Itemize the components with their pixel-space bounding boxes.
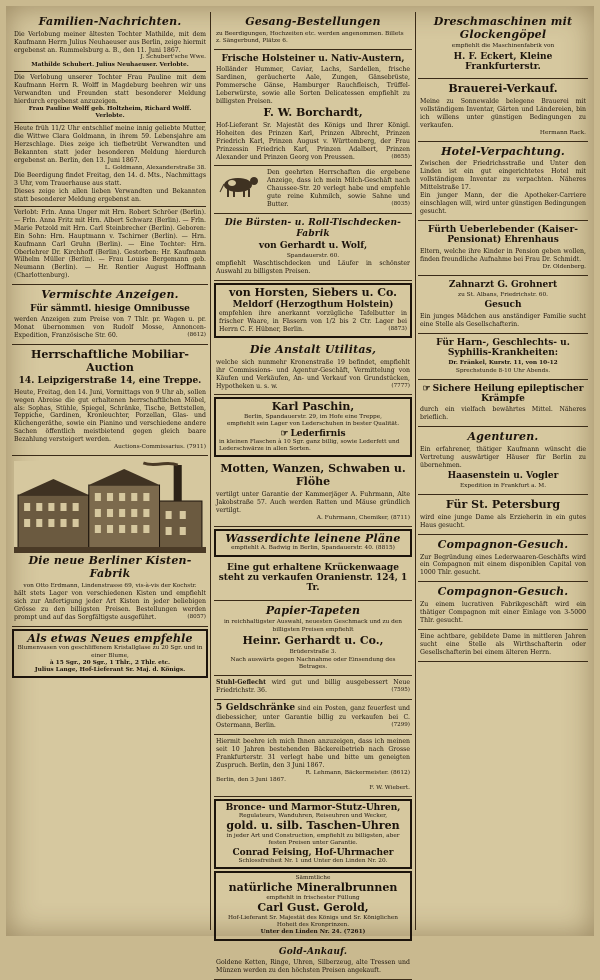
petersburg-ad bbox=[418, 495, 588, 535]
ad-price: à 15 Sgr., 20 Sgr., 1 Thlr., 2 Thlr. etc. bbox=[49, 659, 171, 666]
ad-header: Zahnarzt G. Grohnert bbox=[448, 279, 558, 290]
ad-header: Brauerei-Verkauf. bbox=[448, 82, 558, 96]
newspaper-page bbox=[6, 6, 594, 974]
ad-text: wird eine junge Dame als Erzieherin in ein gutes Haus gesucht. bbox=[420, 514, 586, 529]
pointing-hand-icon: ☞ bbox=[280, 428, 289, 439]
ad-address: Spandauerstr. 60. bbox=[286, 253, 340, 260]
mineral-water-ad bbox=[214, 871, 412, 940]
ad-text: in kleinen Flaschen à 10 Sgr. ganz billig, sowie Lederfett und Lederschwärze in allen Sorten. bbox=[219, 438, 400, 453]
death-signature: L. Goldmann, Alexanderstraße 38. bbox=[104, 164, 206, 171]
ad-subheader: ☞ Lederfirnis bbox=[280, 428, 346, 439]
ad-address: Berlin, Spandauerstr. 29, im Hofe eine Treppe, bbox=[244, 414, 382, 421]
factory-illustration bbox=[14, 461, 206, 553]
ad-header: Fürth Ueberlebender (Kaiser-Pensionat) Ehrenhaus bbox=[428, 225, 578, 246]
chair-ad bbox=[214, 676, 412, 700]
notice-signature: F. W. Wiebert. bbox=[369, 784, 410, 791]
ad-firm: F. W. Borchardt, bbox=[263, 106, 363, 120]
ad-header: Motten, Wanzen, Schwaben u. Flöhe bbox=[220, 462, 406, 489]
ad-text: zu Beerdigungen, Hochzeiten etc. werden angenommen. Billets z. Sängerbund, Plätze 6. bbox=[216, 30, 404, 44]
thanks-notice bbox=[214, 735, 412, 796]
partner-ad bbox=[418, 582, 588, 629]
ad-header: Papier-Tapeten bbox=[265, 603, 361, 617]
paschin-ad bbox=[214, 397, 412, 457]
ad-text: empfiehlt Waschtischdecken und Läufer in schönster Auswahl zu billigsten Preisen. bbox=[216, 260, 410, 276]
wallpaper-ad bbox=[214, 601, 412, 676]
ad-text: Zwischen der Friedrichsstraße und Unter den Linden ist ein gut eingerichtetes Hotel mit vollständigem Inventar zu verpachten. Näheres Mittelstraße 17. bbox=[420, 160, 586, 192]
ad-text: Eltern, welche ihre Kinder in Pension geben wollen, finden freundliche Aufnahme bei Frau Dr. Schmidt. bbox=[420, 247, 586, 263]
ad-header: Herrschaftliche Mobiliar-Auction bbox=[31, 348, 189, 374]
ad-header: von Horsten, Siebers u. Co. bbox=[228, 286, 398, 300]
ad-text: hält stets Lager von verschiedenen Kisten und empfiehlt sich zur Anfertigung jeder Art Kisten in jeder beliebigen Grösse zu den billigsten Preisen. Bestellungen werden prompt und auf das Sorgfältigste ausgeführt. (8057) bbox=[14, 589, 206, 621]
notice-date: Berlin, den 3 Juni 1867. bbox=[216, 777, 286, 784]
ad-text: Ein junger Mann, der die Apotheker-Carriere einschlagen will, wird unter günstigen Bedingungen gesucht. bbox=[420, 192, 586, 216]
ad-header: Die Bürsten- u. Roll-Tischdecken-Fabrik bbox=[224, 218, 402, 239]
ad-doctor: Dr. Fränkel, Kurstr. 11, von 10-12 bbox=[448, 360, 558, 367]
ad-text: welche sich nunmehr Kronenstraße 19 befindet, empfiehlt ihr Commissions- und Agentur-Geschäft, Vermittelung von Käufen und Verkäufen, An- und Verkauf von Grundstücken, Hypotheken u. s. w. (7777) bbox=[216, 358, 410, 390]
family-engaged: Mathilde Schubert. Julius Neuhaeuser. Verlobte. bbox=[31, 61, 189, 68]
notice-text: Hiermit beehre ich mich Ihnen anzuzeigen, dass ich meinen seit 10 Jahren bestehenden Bäckereibetrieb nach Grosse Frankfurterstr. 31 verlegt habe und bitte um geneigten Zuspruch. Berlin, den 3 Juni 1867. bbox=[216, 738, 410, 770]
ad-signature: Hermann Rack. bbox=[539, 129, 586, 136]
position-wanted-ad bbox=[418, 630, 588, 662]
ad-owner: von Otto Erdmann, Lindenstrasse 69, vis-à-vis der Kochstr. bbox=[23, 582, 197, 589]
ad-text: empfiehlt A. Badwig in Berlin, Spandauerstr. 40. (8815) bbox=[231, 545, 395, 552]
ad-text: durch ein vielfach bewährtes Mittel. Näheres brieflich. bbox=[420, 406, 586, 422]
boarding-ad bbox=[418, 221, 588, 276]
ad-text: Sprechstunde 8-10 Uhr Abends. bbox=[455, 367, 551, 374]
divider bbox=[14, 122, 206, 123]
ad-text: 5 Geldschränke sind ein Posten, ganz feuerfest und diebessicher, unter Garantie billig zu verkaufen bei C. Ostermann, Berlin. (7299) bbox=[216, 702, 411, 730]
milk-ad bbox=[214, 166, 412, 214]
section-header: Vermischte Anzeigen. bbox=[41, 288, 179, 302]
ad-header: Compagnon-Gesuch. bbox=[437, 537, 569, 551]
ad-header: Die Anstalt Utilitas, bbox=[249, 343, 377, 357]
ad-signature: Julius Lange, Hof-Lieferant Sr. Maj. d. Königs. bbox=[34, 667, 186, 674]
ad-address: Schlossfreiheit Nr. 1 und Unter den Linden Nr. 20. bbox=[238, 857, 388, 864]
divider bbox=[14, 71, 206, 72]
brush-factory-ad bbox=[214, 214, 412, 281]
family-notice: Die Verlobung unserer Tochter Frau Pauline mit dem Kaufmann Herrn R. Wolff in Magdeburg beehren wir uns Verwandten und Freunden statt besonderer Meldung hierdurch ergebenst anzuzeigen. bbox=[14, 73, 206, 105]
ad-subheader: gold. u. silb. Taschen-Uhren bbox=[226, 819, 400, 833]
ad-text: Heute, Freitag, den 14. Juni, Vormittags von 9 Uhr ab, sollen wegen Abreise die gut erhaltenen herrschaftlichen Möbel, als: Sophas, Stühle, Spiegel, Schränke, Tische, Bettstellen, Teppiche, Gardinen, Kronleuchter, Porzellan, Glas- und Küchengeräthe, sowie ein Pianino und verschiedene andere Sachen öffentlich meistbietend gegen gleich baare Bezahlung versteigert werden. bbox=[14, 388, 206, 444]
ad-signature: Dr. Oldenberg. bbox=[542, 263, 586, 270]
ad-firm: H. F. Eckert, Kleine Frankfurterstr. bbox=[453, 51, 553, 72]
ad-header: Gesang-Bestellungen bbox=[245, 15, 381, 28]
safe-ad bbox=[214, 700, 412, 735]
family-notice: Dieses zeige ich allen lieben Verwandten und Bekannten statt besonderer Meldung ergebenst an. bbox=[14, 187, 206, 203]
ad-address: zu St. Albans, Friedrichstr. 60. bbox=[458, 292, 548, 299]
death-notice: Heute früh 11/2 Uhr entschlief meine innig geliebte Mutter, die Wittwe Clara Goldmann, in ihrem 59. Lebensjahre am Herzschlage. Dies zeige ich tiefbetrübt Verwandten und Bekannten statt jeder besonderen Meldung hierdurch ergebenst an. Berlin, den 13. Juni 1867. bbox=[14, 125, 206, 164]
ad-header: Eine gut erhaltene Krückenwaage steht zu verkaufen Oranienstr. 124, 1 Tr. bbox=[218, 562, 408, 594]
ad-header: Gold-Ankauf. bbox=[278, 946, 348, 957]
ad-signature: Auctions-Commissarius. (7911) bbox=[114, 444, 206, 451]
ad-firm: Carl Gust. Gerold, bbox=[257, 901, 369, 915]
ad-text: Blumenvasen von geschliffenem Kristallglase zu 20 Sgr. und in einer Blume, bbox=[17, 645, 203, 659]
column-3 bbox=[418, 12, 588, 930]
partner-ad bbox=[418, 535, 588, 582]
ad-text: empfiehlt in frischester Füllung bbox=[266, 894, 360, 901]
ad-text: vertilgt unter Garantie der Kammerjäger A. Fuhrmann, Alte Jakobstraße 57. Auch werden Ratten und Mäuse gründlich vertilgt. bbox=[216, 490, 410, 514]
ad-text: in jeder Art und Construction, empfiehlt zu billigsten, aber festen Preisen unter Garantie. bbox=[226, 833, 400, 847]
ad-header: Dreschmaschinen mit Glockengöpel bbox=[433, 15, 573, 41]
ad-text: Ein junges Mädchen aus anständiger Familie sucht eine Stelle als Gesellschafterin. bbox=[420, 312, 586, 328]
ad-firm: Heinr. Gerhardt u. Co., bbox=[242, 633, 384, 647]
scale-ad bbox=[214, 559, 412, 601]
ad-header: Bronce- und Marmor-Stutz-Uhren, bbox=[225, 802, 401, 813]
ad-text: Nach auswärts gegen Nachnahme oder Einsendung des Betrages. bbox=[230, 656, 396, 670]
factory-ad bbox=[12, 456, 208, 626]
singing-ad bbox=[214, 12, 412, 50]
notice-signature: R. Lehmann, Bäckermeister. (8612) bbox=[305, 770, 410, 777]
ad-text: Regulateurs, Wanduhren, Reiseuhren und Wecker, bbox=[238, 813, 388, 820]
family-header: Familien-Nachrichten. bbox=[38, 15, 182, 28]
ad-header: Hotel-Verpachtung. bbox=[441, 144, 565, 158]
ad-header: Wasserdichte leinene Pläne bbox=[225, 531, 401, 545]
ad-subheader: Meldorf (Herzogthum Holstein) bbox=[232, 299, 394, 310]
medical-ad bbox=[418, 334, 588, 380]
miscellaneous-section bbox=[12, 285, 208, 345]
ad-text: Goldene Ketten, Ringe, Uhren, Silberzeug, alte Tressen und Münzen werden zu den höchsten Preisen angekauft. bbox=[216, 958, 410, 974]
ad-header: Frische Holsteiner u. Nativ-Austern, bbox=[221, 54, 405, 65]
ad-firm: Haasenstein u. Vogler bbox=[447, 470, 559, 481]
clock-ad bbox=[214, 799, 412, 869]
novelty-ad bbox=[12, 629, 208, 679]
funeral-notice: Die Beerdigung findet Freitag, den 14. d. Mts., Nachmittags 3 Uhr, vom Trauerhause aus statt. bbox=[14, 172, 206, 187]
ad-text: Zur Begründung eines Lederwaaren-Geschäfts wird ein Compagnon mit einem disponiblen Capital von 1000 Thlr. gesucht. bbox=[420, 553, 586, 577]
ad-text: Meine zu Sonnewalde belegene Brauerei mit vollständigem Inventar, Gärten und Ländereien, bin ich willens unter günstigen Bedingungen zu verkaufen. bbox=[420, 97, 586, 129]
pest-control-ad bbox=[214, 459, 412, 526]
pointing-hand-icon: ☞ bbox=[422, 383, 431, 394]
agencies-ad bbox=[418, 427, 588, 495]
ad-header: Für St. Petersburg bbox=[445, 498, 561, 512]
ad-text: in reichhaltigster Auswahl, neuesten Geschmack und zu den billigsten Preisen empfiehlt bbox=[223, 619, 403, 633]
dentist-ad bbox=[418, 276, 588, 334]
ad-text: Holländer Hummer, Caviar, Lachs, Sardellen, frische Sardinen, geräucherte Aale, Zungen, Gänsebrüste, Pommersche Gänse, Hamburger Rauchfleisch, Trüffel-Leberwürste, sowie alle Sorten Delicatessen empfiehlt zu billigsten Preisen. bbox=[216, 66, 410, 106]
column-2 bbox=[214, 12, 412, 974]
ad-text: Hof-Lieferant Sr. Majestät des Königs und Sr. Königlichen Hoheit des Kronprinzen. bbox=[228, 914, 398, 929]
ad-signature: A. Fuhrmann, Chemiker, (8711) bbox=[316, 514, 410, 521]
ad-text: Stuhl-Geflecht wird gut und billig ausgebessert Neue Friedrichstr. 36. (7595) bbox=[216, 679, 410, 695]
ad-header: Für Harn-, Geschlechts- u. Syphilis-Krankheiten: bbox=[436, 337, 570, 358]
family-signature: J. Schubert'sche Wwe. bbox=[140, 54, 206, 61]
oyster-ad bbox=[214, 50, 412, 166]
cow-illustration bbox=[216, 170, 264, 200]
births-block: Verlobt: Frln. Anna Unger mit Hrn. Robert Schröer (Berlin). — Frln. Anna Fritz mit Hrn. Albert Schwarz (Berlin). — Frln. Marie Petzold mit Hrn. Carl Steinbrecher (Berlin). Geboren: Ein Sohn: Hrn. Hauptmann v. Tschirner (Berlin). — Hrn. Kaufmann Carl Gruhn (Berlin). — Eine Tochter: Hrn. Oberlehrer Dr. Kirchhoff (Berlin). Gestorben: Hr. Kaufmann Wilhelm Müller (Berlin). — Frau Louise Bergemann geb. Neumann (Berlin). — Hr. Rentier August Hoffmann (Charlottenburg). bbox=[14, 208, 206, 280]
ad-owner: von Gerhardt u. Wolf, bbox=[258, 240, 368, 251]
family-engaged: Frau Pauline Wolff geb. Holtzheim, Richard Wolff. Verlobte. bbox=[28, 105, 192, 119]
epilepsy-ad bbox=[418, 380, 588, 428]
ad-text: Den geehrten Herrschaften die ergebene Anzeige, dass ich mein Milch-Geschäft nach Chaussee-Str. 20 verlegt habe und empfehle gute reine Kuhmilch, sowie Sahne und Butter. (8035) bbox=[267, 169, 410, 209]
ad-address: Unter den Linden Nr. 24. (7261) bbox=[260, 929, 366, 936]
ad-text: Eine achtbare, gebildete Dame in mittleren Jahren sucht eine Stelle als Wirthschafterin oder Gesellschafterin bei einem älteren Herrn. bbox=[420, 632, 586, 656]
family-section bbox=[12, 12, 208, 285]
hotel-ad bbox=[418, 142, 588, 221]
divider bbox=[14, 206, 206, 207]
ad-header: Agenturen. bbox=[467, 430, 539, 444]
brewery-ad bbox=[418, 79, 588, 142]
ad-text: werden Anzeigen zum Preise von 7 Thlr. pr. Wagen u. pr. Monat übernommen von Rudolf Mosse, Annoncen-Expedition, Französische Str. 60. (8612) bbox=[14, 316, 206, 340]
ad-header: natürliche Mineralbrunnen bbox=[228, 881, 398, 895]
ad-text: empfiehlt die Maschinenfabrik von bbox=[451, 43, 555, 50]
gold-ad bbox=[214, 943, 412, 980]
family-notice: Die Verlobung meiner ältesten Tochter Mathilde, mit dem Kaufmann Herrn Julius Neuhaeuser aus Berlin, zeige hiermit ergebenst an. Rummelsburg a. B., den 11. Juni 1867. bbox=[14, 30, 206, 54]
ad-header: Als etwas Neues empfehle bbox=[27, 631, 193, 645]
threshing-ad bbox=[418, 12, 588, 79]
column-1 bbox=[12, 12, 208, 930]
ad-header: Karl Paschin, bbox=[271, 400, 355, 414]
column-rule bbox=[210, 12, 211, 930]
ad-address: Expedition in Frankfurt a. M. bbox=[459, 483, 547, 490]
tarpaulin-ad bbox=[214, 529, 412, 557]
ad-header: Compagnon-Gesuch. bbox=[437, 585, 569, 599]
butter-ad bbox=[214, 283, 412, 338]
ad-subheader: Gesuch bbox=[484, 300, 522, 311]
ad-text: Hof-Lieferant Sr. Majestät des Königs und Ihrer Königl. Hoheiten des Prinzen Karl, Prinzen Albrecht, Prinzen Friedrich Karl, Prinzen August v. Württemberg, der Frau Prinzessin Friedrich Karl, Prinzen Adalbert, Prinzen Alexander und Prinzen Georg von Preussen. (8655) bbox=[216, 121, 410, 161]
ad-text: Ein erfahrener, thätiger Kaufmann wünscht die Vertretung auswärtiger Häuser für Berlin zu übernehmen. bbox=[420, 445, 586, 469]
auction-ad bbox=[12, 345, 208, 456]
ad-text: empfiehlt sein Lager von Lederschuhen in bester Qualität. bbox=[226, 421, 400, 428]
ad-subheader: 14. Leipzigerstraße 14, eine Treppe. bbox=[18, 376, 202, 387]
ad-header: ☞ Sichere Heilung epileptischer Krämpfe bbox=[422, 383, 584, 405]
column-rule bbox=[415, 12, 416, 930]
utilitas-ad bbox=[214, 340, 412, 395]
ad-header: Für sämmtl. hiesige Omnibusse bbox=[30, 303, 190, 314]
ad-firm: Conrad Feising, Hof-Uhrmacher bbox=[232, 847, 394, 858]
ad-text: empfehlen ihre anerkannt vorzügliche Tafelbutter in frischer Waare, in Fässern von 1/2 bis 2 Ctr. Lager bei Herrn C. F. Hübner, Berlin. (8873) bbox=[219, 310, 407, 334]
ad-subheader: Sämmtliche bbox=[295, 875, 331, 882]
ad-address: Brüderstraße 3. bbox=[289, 649, 337, 656]
ad-header: Die neue Berliner Kisten-Fabrik bbox=[28, 554, 192, 581]
ad-text: Zu einem lucrativen Fabrikgeschäft wird ein thätiger Compagnon mit einer Einlage von 3-5000 Thlr. gesucht. bbox=[420, 600, 586, 624]
